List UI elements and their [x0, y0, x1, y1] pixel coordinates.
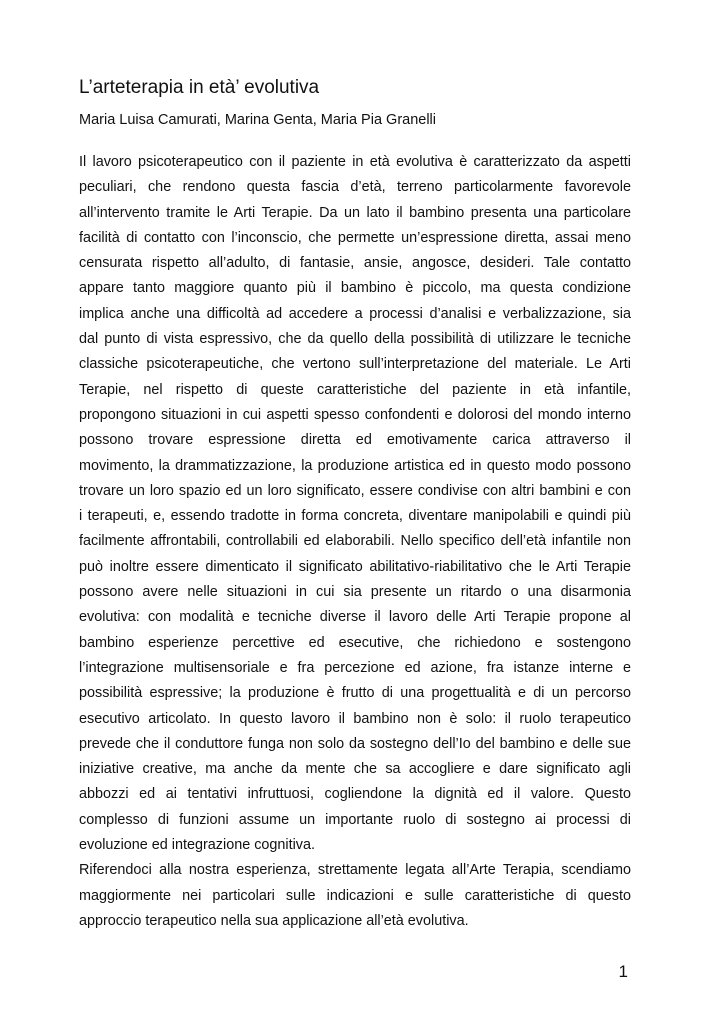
body-line: prevede che il conduttore funga non solo da sostegno dell’Io del bambino e delle sue [79, 735, 631, 752]
body-line: possono trovare espressione diretta ed emotivamente carica attraverso il [79, 432, 631, 449]
body-line: classiche psicoterapeutiche, che vertono sull’interpretazione del materiale. Le Arti [79, 356, 631, 373]
body-line: implica anche una difficoltà ad accedere a processi d’analisi e verbalizzazione, sia [79, 305, 631, 322]
body-line: esecutivo articolato. In questo lavoro il bambino non è solo: il ruolo terapeutico [79, 710, 631, 727]
document-authors: Maria Luisa Camurati, Marina Genta, Maria Pia Granelli [79, 112, 436, 128]
body-line: complesso di funzioni assume un importante ruolo di sostegno ai processi di [79, 811, 631, 828]
body-text [79, 150, 631, 934]
body-line: possono avere nelle situazioni in cui sia presente un ritardo o una disarmonia [79, 584, 631, 601]
body-line: all’intervento tramite le Arti Terapie. Da un lato il bambino presenta una particolare [79, 204, 631, 221]
body-line: Il lavoro psicoterapeutico con il paziente in età evolutiva è caratterizzato da aspetti [79, 154, 631, 170]
body-line: Terapie, nel rispetto di queste caratteristiche del paziente in età infantile, [79, 381, 631, 398]
body-line: trovare un loro spazio ed un loro significato, essere condivise con altri bambini e con [79, 482, 631, 499]
body-line: bambino esperienze percettive ed esecutive, che richiedono e sostengono [79, 634, 631, 651]
body-line: evoluzione ed integrazione cognitiva. [79, 837, 316, 854]
body-line: l’integrazione multisensoriale e fra percezione ed azione, fra istanze interne e [79, 659, 631, 676]
body-line: dal punto di vista espressivo, che da quello della possibilità di utilizzare le tecniche [79, 331, 631, 348]
body-line: abbozzi ed ai tentativi infruttuosi, cogliendone la dignità ed il valore. Questo [79, 786, 631, 803]
body-line: può inoltre essere dimenticato il significato abilitativo-riabilitativo che le Arti Terapie [79, 558, 631, 575]
body-line: evolutiva: con modalità e tecniche diverse il lavoro delle Arti Terapie propone al [79, 609, 631, 626]
document-title: L’arteterapia in età’ evolutiva [79, 77, 320, 98]
body-line: appare tanto maggiore quanto più il bambino è piccolo, ma questa condizione [79, 280, 631, 297]
body-line: iniziative creative, ma anche da mente che sa accogliere e dare significato agli [79, 761, 631, 778]
body-line: censurata rispetto all’adulto, di fantasie, ansie, angosce, desideri. Tale contatto [79, 255, 631, 272]
body-line: i terapeuti, e, essendo tradotte in forma concreta, diventare manipolabili e quindi più [79, 508, 631, 525]
body-line: Riferendoci alla nostra esperienza, strettamente legata all’Arte Terapia, scendiamo [79, 862, 631, 879]
page-number: 1 [618, 962, 628, 981]
body-line: facilità di contatto con l’inconscio, che permette un’espressione diretta, assai meno [79, 229, 631, 246]
body-line: peculiari, che rendono questa fascia d’età, terreno particolarmente favorevole [79, 179, 631, 196]
body-line: possibilità espressive; la produzione è frutto di una progettualità e di un percorso [79, 685, 631, 702]
body-line: movimento, la drammatizzazione, la produzione artistica ed in questo modo possono [79, 457, 631, 474]
body-line: approccio terapeutico nella sua applicazione all’età evolutiva. [79, 912, 469, 929]
body-line: maggiormente nei particolari sulle indicazioni e sulle caratteristiche di questo [79, 887, 631, 904]
body-line: facilmente affrontabili, controllabili ed elaborabili. Nello specifico dell’età infantile non [79, 533, 631, 550]
body-line: propongono situazioni in cui aspetti spesso confondenti e dolorosi del mondo interno [79, 406, 631, 423]
